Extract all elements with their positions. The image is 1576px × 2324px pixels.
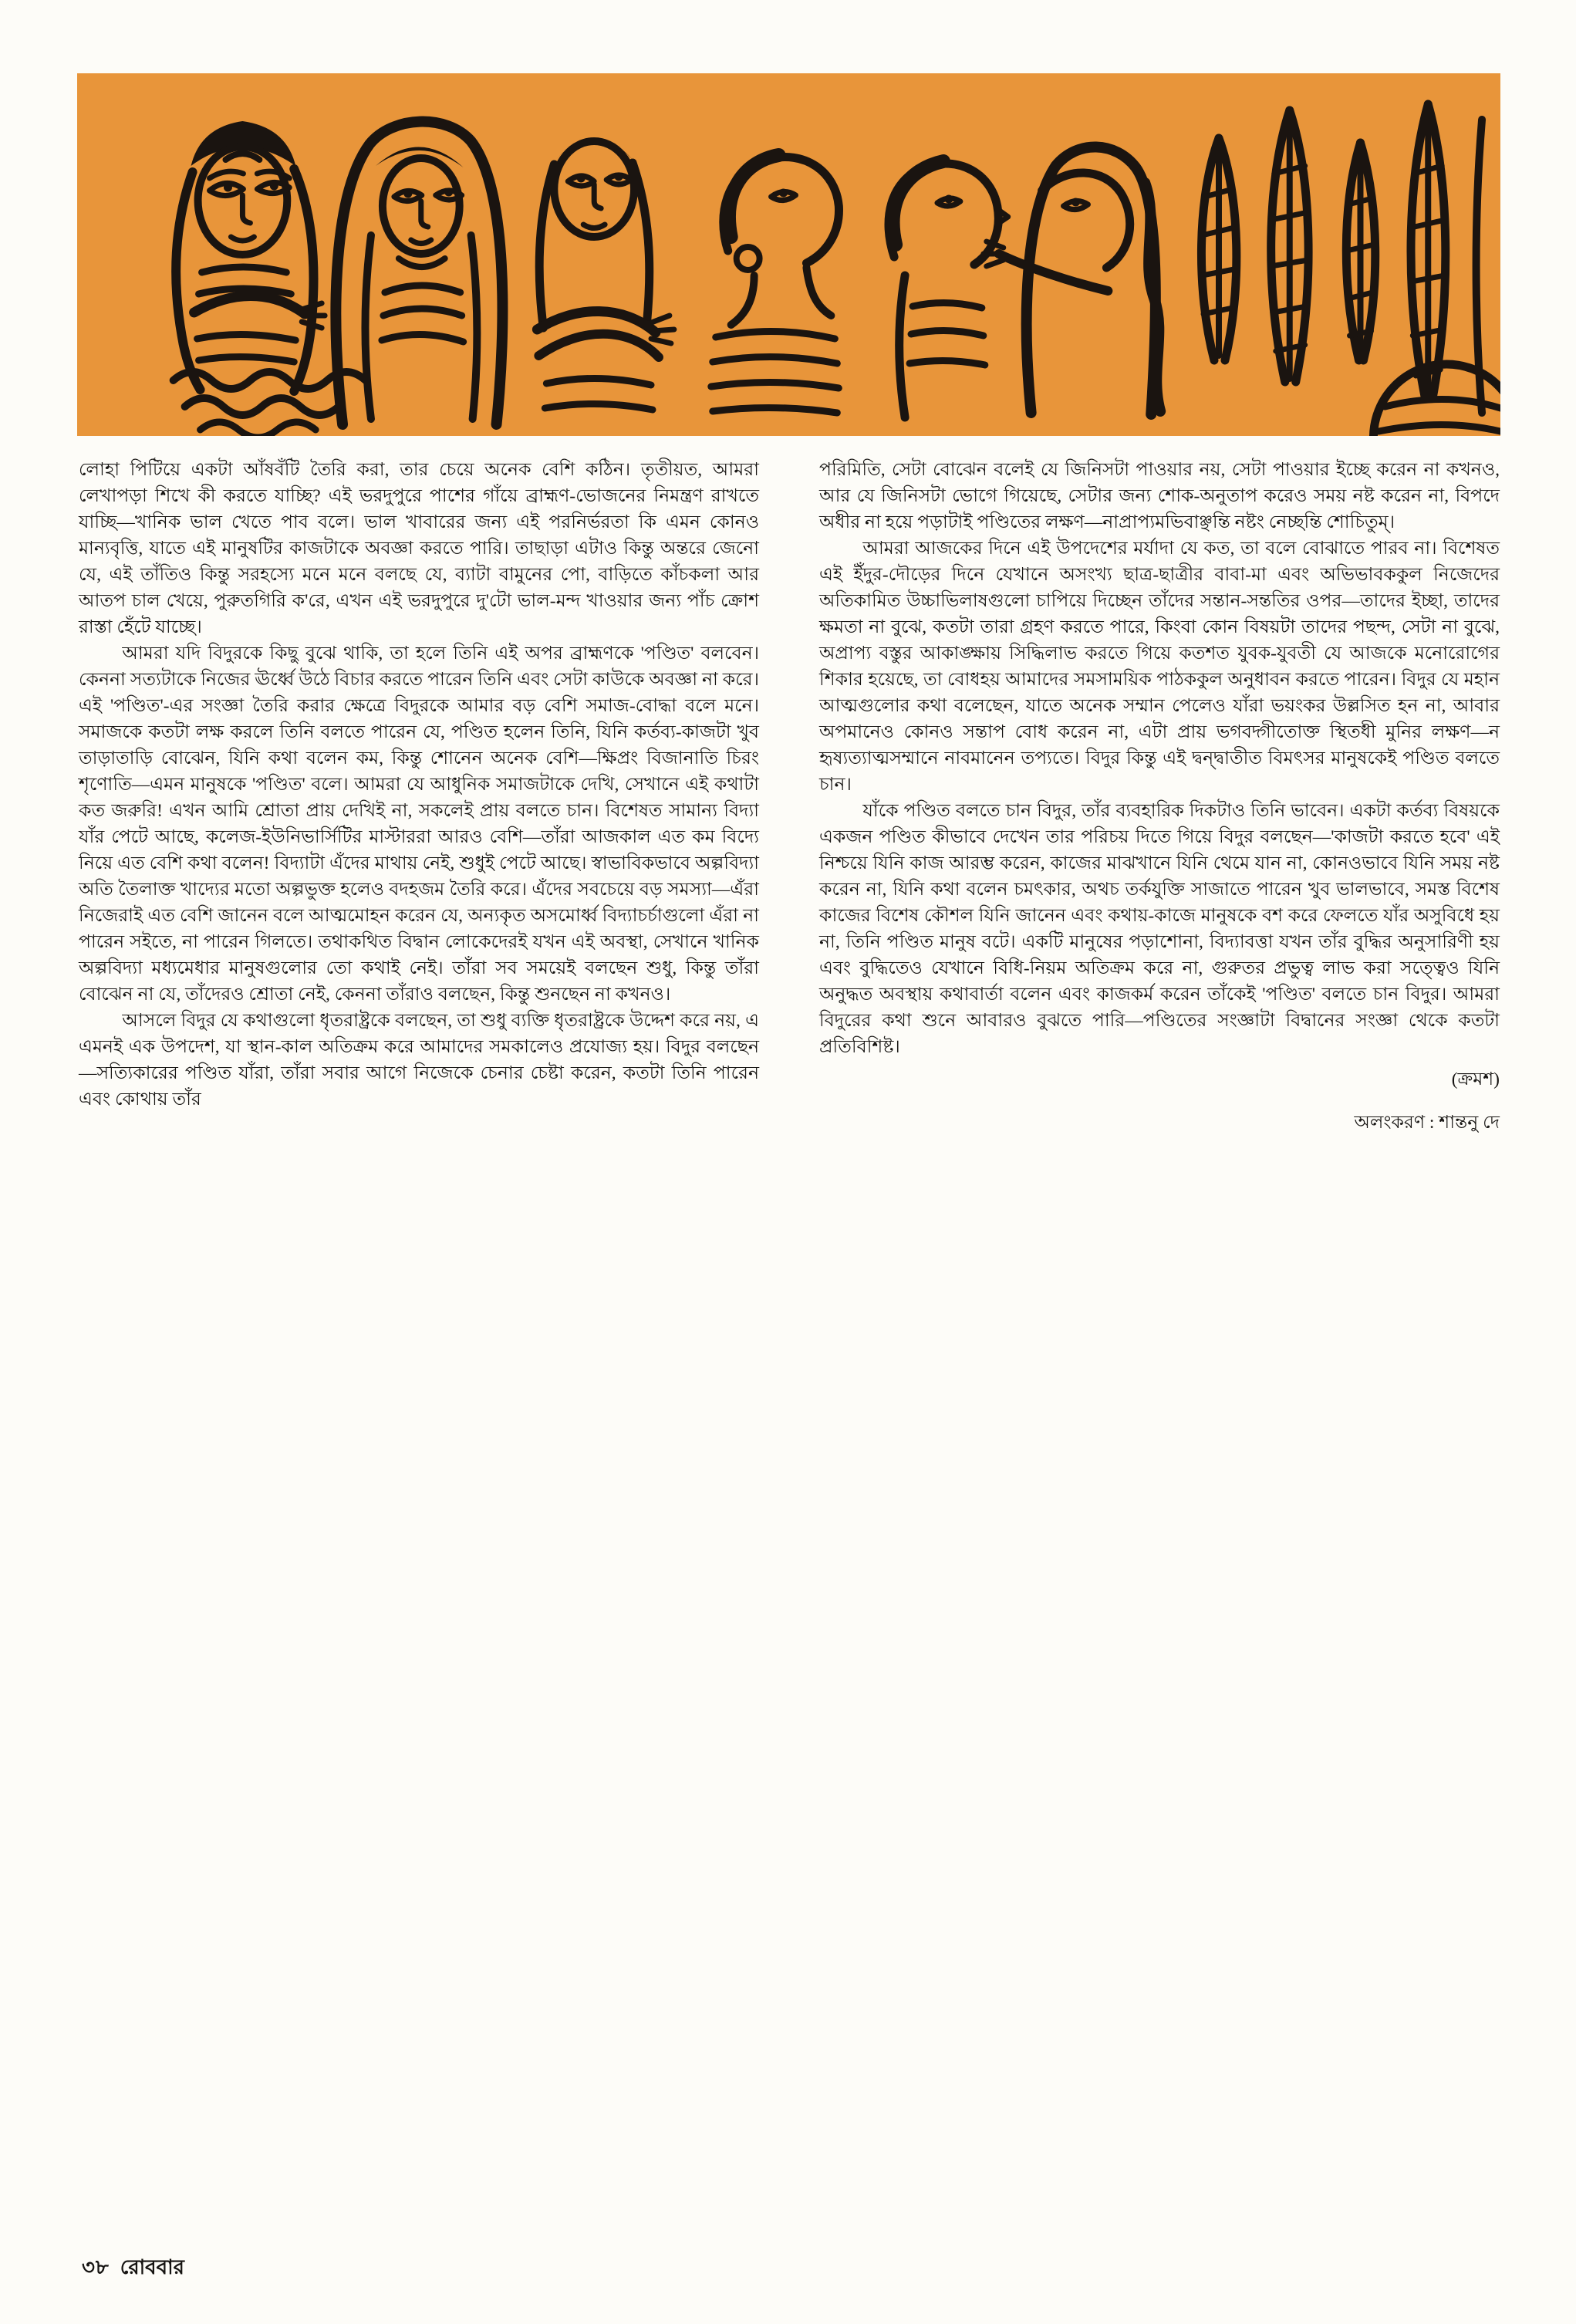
page-number: ৩৮ bbox=[82, 2256, 110, 2278]
paragraph: আসলে বিদুর যে কথাগুলো ধৃতরাষ্ট্রকে বলছেন, তা শুধু ব্যক্তি ধৃতরাষ্ট্রকে উদ্দেশ করে নয়, এ এমনই এক উপদেশ, যা স্থান-কাল অতিক্রম করে আমাদের সমকালেও প্রযোজ্য হয়। বিদুর বলছেন—সত্যিকারের পণ্ডিত যাঁরা, তাঁরা সবার আগে নিজেকে চেনার চেষ্টা করেন, কতটা তিনি পারেন এবং কোথায় তাঁর bbox=[79, 1011, 759, 1110]
paragraph: আমরা আজকের দিনে এই উপদেশের মর্যাদা যে কত, তা বলে বোঝাতে পারব না। বিশেষত এই ইঁদুর-দৌড়ের দিনে যেখানে অসংখ্য ছাত্র-ছাত্রীর বাবা-মা এবং অভিভাবককুল নিজেদের অতিকামিত উচ্চাভিলাষগুলো চাপিয়ে দিচ্ছেন তাঁদের সন্তান-সন্ততির ওপর—তাদের ইচ্ছা, তাদের ক্ষমতা না বুঝে, কতটা তারা গ্রহণ করতে পারে, কিংবা কোন বিষয়টা তাদের পছন্দ, সেটা না বুঝে, অপ্রাপ্য বস্তুর আকাঙ্ক্ষায় সিদ্ধিলাভ করতে গিয়ে কতশত যুবক-যুবতী যে আজকে মনোরোগের শিকার হয়েছে, তা বোধহয় আমাদের সমসাময়িক পাঠককুল অনুধাবন করতে পারেন। বিদুর যে মহান আত্মগুলোর কথা বলেছেন, যাতে অনেক সম্মান পেলেও যাঁরা ভয়ংকর উল্লসিত হন না, আবার অপমানেও কোনও সন্তাপ বোধ করেন না, এটা প্রায় ভগবদ্গীতোক্ত স্থিতধী মুনির লক্ষণ—ন হৃষ্যত্যাত্মসম্মানে নাবমানেন তপ্যতে। বিদুর কিন্তু এই দ্বন্দ্বাতীত বিমৎসর মানুষকেই পণ্ডিত বলতে চান। bbox=[819, 539, 1500, 795]
article-column-right bbox=[819, 457, 1500, 1136]
article-body bbox=[79, 457, 1500, 1136]
paragraph: আমরা যদি বিদুরকে কিছু বুঝে থাকি, তা হলে তিনি এই অপর ব্রাহ্মণকে 'পণ্ডিত' বলবেন। কেননা সত্যটাকে নিজের ঊর্ধ্বে উঠে বিচার করতে পারেন তিনি এবং সেটা কাউকে অবজ্ঞা না করে। এই 'পণ্ডিত'-এর সংজ্ঞা তৈরি করার ক্ষেত্রে বিদুরকে আমার বড় বেশি সমাজ-বোদ্ধা বলে মনে। সমাজকে কতটা লক্ষ করলে তিনি বলতে পারেন যে, পণ্ডিত হলেন তিনি, যিনি কর্তব্য-কাজটা খুব তাড়াতাড়ি বোঝেন, যিনি কথা বলেন কম, কিন্তু শোনেন অনেক বেশি—ক্ষিপ্রং বিজানাতি চিরং শৃণোতি—এমন মানুষকে 'পণ্ডিত' বলে। আমরা যে আধুনিক সমাজটাকে দেখি, সেখানে এই কথাটা কত জরুরি! এখন আমি শ্রোতা প্রায় দেখিই না, সকলেই প্রায় বলতে চান। বিশেষত সামান্য বিদ্যা যাঁর পেটে আছে, কলেজ-ইউনিভার্সিটির মাস্টাররা আরও বেশি—তাঁরা আজকাল এত কম বিদ্যে নিয়ে এত বেশি কথা বলেন! বিদ্যাটা এঁদের মাথায় নেই, শুধুই পেটে আছে। স্বাভাবিকভাবে অল্পবিদ্যা অতি তৈলাক্ত খাদ্যের মতো অল্পভুক্ত হলেও বদহজম তৈরি করে। এঁদের সবচেয়ে বড় সমস্যা—এঁরা নিজেরাই এত বেশি জানেন বলে আত্মমোহন করেন যে, অন্যকৃত অসমোর্ধ্ব বিদ্যাচর্চাগুলো এঁরা না পারেন সইতে, না পারেন গিলতে। তথাকথিত বিদ্বান লোকেদেরই যখন এই অবস্থা, সেখানে খানিক অল্পবিদ্যা মধ্যমেধার মানুষগুলোর তো কথাই নেই। তাঁরা সব সময়েই বলছেন শুধু, কিন্তু তাঁরা বোঝেন না যে, তাঁদেরও শ্রোতা নেই, কেননা তাঁরাও বলছেন, কিন্তু শুনছেন না কখনও। bbox=[79, 643, 759, 1005]
jamini-roy-style-illustration bbox=[77, 73, 1500, 436]
continuation-marker: (ক্রমশ) bbox=[1451, 1069, 1500, 1089]
page-footer bbox=[82, 2251, 184, 2285]
paragraph: যাঁকে পণ্ডিত বলতে চান বিদুর, তাঁর ব্যবহারিক দিকটাও তিনি ভাবেন। একটা কর্তব্য বিষয়কে একজন পণ্ডিত কীভাবে দেখেন তার পরিচয় দিতে গিয়ে বিদুর বলছেন—'কাজটা করতে হবে' এই নিশ্চয়ে যিনি কাজ আরম্ভ করেন, কাজের মাঝখানে যিনি থেমে যান না, কোনওভাবে যিনি সময় নষ্ট করেন না, যিনি কথা বলেন চমৎকার, অথচ তর্কযুক্তি সাজাতে পারেন খুব ভালভাবে, সমস্ত বিশেষ কাজের বিশেষ কৌশল যিনি জানেন এবং কথায়-কাজে মানুষকে বশ করে ফেলতে যাঁর অসুবিধে হয় না, তিনি পণ্ডিত মানুষ বটে। একটি মানুষের পড়াশোনা, বিদ্যাবত্তা যখন তাঁর বুদ্ধির অনুসারিণী হয় এবং বুদ্ধিতেও যেখানে বিধি-নিয়ম অতিক্রম করে না, গুরুতর প্রভুত্ব লাভ করা সত্ত্বেও যিনি অনুদ্ধত অবস্থায় কথাবার্তা বলেন এবং কাজকর্ম করেন তাঁকেই 'পণ্ডিত' বলতে চান বিদুর। আমরা বিদুরের কথা শুনে আবারও বুঝতে পারি—পণ্ডিতের সংজ্ঞাটা বিদ্বানের সংজ্ঞা থেকে কতটা প্রতিবিশিষ্ট। bbox=[819, 801, 1500, 1057]
paragraph: লোহা পিটিয়ে একটা আঁষবঁটি তৈরি করা, তার চেয়ে অনেক বেশি কঠিন। তৃতীয়ত, আমরা লেখাপড়া শিখে কী করতে যাচ্ছি? এই ভরদুপুরে পাশের গাঁয়ে ব্রাহ্মণ-ভোজনের নিমন্ত্রণ রাখতে যাচ্ছি—খানিক ভাল খেতে পাব বলে। ভাল খাবারের জন্য এই পরনির্ভরতা কি এমন কোনও মান্যবৃত্তি, যাতে এই মানুষটির কাজটাকে অবজ্ঞা করতে পারি। তাছাড়া এটাও কিন্তু অন্তরে জেনো যে, এই তাঁতিও কিন্তু সরহস্যে মনে মনে বলছে যে, ব্যাটা বামুনের পো, বাড়িতে কাঁচকলা আর আতপ চাল খেয়ে, পুরুতগিরি ক'রে, এখন এই ভরদুপুরে দু'টো ভাল-মন্দ খাওয়ার জন্য পাঁচ ক্রোশ রাস্তা হেঁটে যাচ্ছে। bbox=[79, 460, 759, 637]
illustration-canvas bbox=[77, 73, 1500, 436]
magazine-name: রোববার bbox=[120, 2256, 184, 2278]
article-column-left bbox=[79, 457, 759, 1113]
paragraph: পরিমিতি, সেটা বোঝেন বলেই যে জিনিসটা পাওয়ার নয়, সেটা পাওয়ার ইচ্ছে করেন না কখনও, আর যে জিনিসটা ভোগে গিয়েছে, সেটার জন্য শোক-অনুতাপ করেও সময় নষ্ট করেন না, বিপদে অধীর না হয়ে পড়াটাই পণ্ডিতের লক্ষণ—নাপ্রাপ্যমভিবাঞ্ছন্তি নষ্টং নেচ্ছন্তি শোচিতুম্‌। bbox=[819, 460, 1500, 532]
illustration-credit: অলংকরণ : শান্তনু দে bbox=[1354, 1113, 1500, 1133]
